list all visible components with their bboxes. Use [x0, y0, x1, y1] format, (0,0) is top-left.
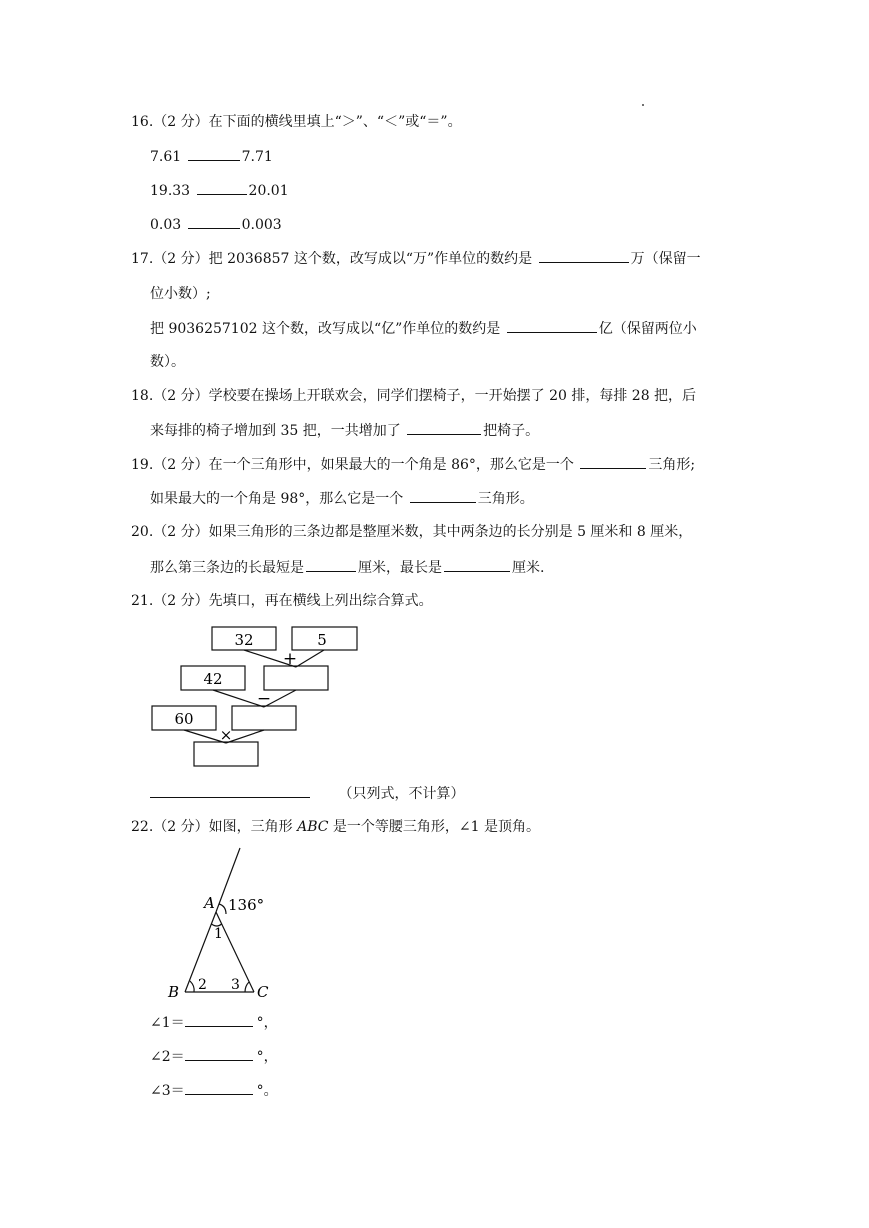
q17-line-2: 位小数）; — [150, 286, 211, 302]
q20-text-2a: 那么第三条边的长最短是 — [150, 560, 304, 576]
q22-label-A: A — [204, 894, 215, 912]
q20-text-2b: 厘米，最长是 — [358, 560, 442, 576]
q22-angle1-tail: °， — [256, 1015, 278, 1031]
q21-op-plus: + — [282, 649, 298, 669]
q22-answer-1 — [150, 1012, 278, 1033]
q21-note: （只列式，不计算） — [338, 786, 465, 802]
q22-angle2-blank[interactable] — [185, 1046, 253, 1061]
q22-label-1: 1 — [214, 926, 223, 942]
q17-text-1a: 17.（2 分）把 2036857 这个数，改写成以“万”作单位的数约是 — [131, 251, 533, 267]
q21-op-minus: − — [256, 689, 272, 709]
q17-text-3a: 把 9036257102 这个数，改写成以“亿”作单位的数约是 — [150, 321, 501, 337]
q21-expression-blank[interactable] — [150, 783, 310, 798]
q22-label-B: B — [168, 983, 180, 1001]
q22-angle1-blank[interactable] — [185, 1012, 253, 1027]
q21-value-60: 60 — [174, 710, 194, 728]
q21-value-42: 42 — [203, 670, 223, 688]
q17-line-4: 数）。 — [150, 354, 185, 370]
q22-answer-3 — [150, 1080, 278, 1101]
q18-line-1: 18.（2 分）学校要在操场上开联欢会，同学们摆椅子，一开始摆了 20 排，每排 28 把，后 — [131, 388, 697, 404]
q21-answer-line — [150, 783, 464, 804]
q20-text-2c: 厘米. — [512, 560, 545, 576]
q22-label-3: 3 — [231, 977, 240, 993]
q22-angle2-label: ∠2＝ — [150, 1049, 185, 1065]
q16-left-3: 0.03 — [150, 217, 182, 233]
q21-value-5: 5 — [317, 631, 327, 649]
q18-text-2a: 来每排的椅子增加到 35 把，一共增加了 — [150, 423, 401, 439]
q21-answer-box-2[interactable] — [232, 706, 296, 730]
q16-right-1: 7.71 — [241, 149, 273, 165]
q21-value-32: 32 — [234, 631, 254, 649]
q21-answer-box-1[interactable] — [264, 666, 328, 690]
q17-text-1b: 万（保留一 — [630, 251, 701, 267]
q22-label-2: 2 — [198, 977, 207, 993]
q16-prompt: 16.（2 分）在下面的横线里填上“＞”、“＜”或“＝”。 — [131, 114, 462, 130]
q17-text-3b: 亿（保留两位小 — [598, 321, 697, 337]
q22-angle1-label: ∠1＝ — [150, 1015, 185, 1031]
q16-left-2: 19.33 — [150, 183, 191, 199]
q22-angle3-blank[interactable] — [185, 1080, 253, 1095]
q22-angle3-label: ∠3＝ — [150, 1083, 185, 1099]
q22-answer-2 — [150, 1046, 278, 1067]
q21-answer-box-3[interactable] — [194, 742, 258, 766]
q21-prompt: 21.（2 分）先填口，再在横线上列出综合算式。 — [131, 593, 433, 609]
q22-triangle-figure — [150, 840, 290, 1010]
q22-text-b: 是一个等腰三角形，∠1 是顶角。 — [328, 819, 540, 835]
q22-label-C: C — [257, 983, 269, 1001]
q22-angle3-tail: °。 — [256, 1083, 278, 1099]
q20-line-1: 20.（2 分）如果三角形的三条边都是整厘米数，其中两条边的长分别是 5 厘米和 8 厘米， — [131, 524, 693, 540]
q22-label-136: 136° — [228, 896, 265, 914]
q18-text-2b: 把椅子。 — [483, 423, 540, 439]
q22-prompt — [131, 817, 540, 837]
q22-triangle-name: ABC — [297, 819, 329, 835]
q19-text-2b: 三角形。 — [477, 491, 534, 507]
q16-right-2: 20.01 — [248, 183, 289, 199]
q22-angle2-tail: °， — [256, 1049, 278, 1065]
q16-right-3: 0.003 — [241, 217, 282, 233]
q19-text-2a: 如果最大的一个角是 98°，那么它是一个 — [150, 491, 404, 507]
q19-text-1b: 三角形; — [648, 457, 696, 473]
q21-op-times: × — [219, 726, 233, 744]
q19-text-1a: 19.（2 分）在一个三角形中，如果最大的一个角是 86°，那么它是一个 — [131, 457, 574, 473]
q22-text-a: 22.（2 分）如图，三角形 — [131, 819, 298, 835]
q16-left-1: 7.61 — [150, 149, 182, 165]
